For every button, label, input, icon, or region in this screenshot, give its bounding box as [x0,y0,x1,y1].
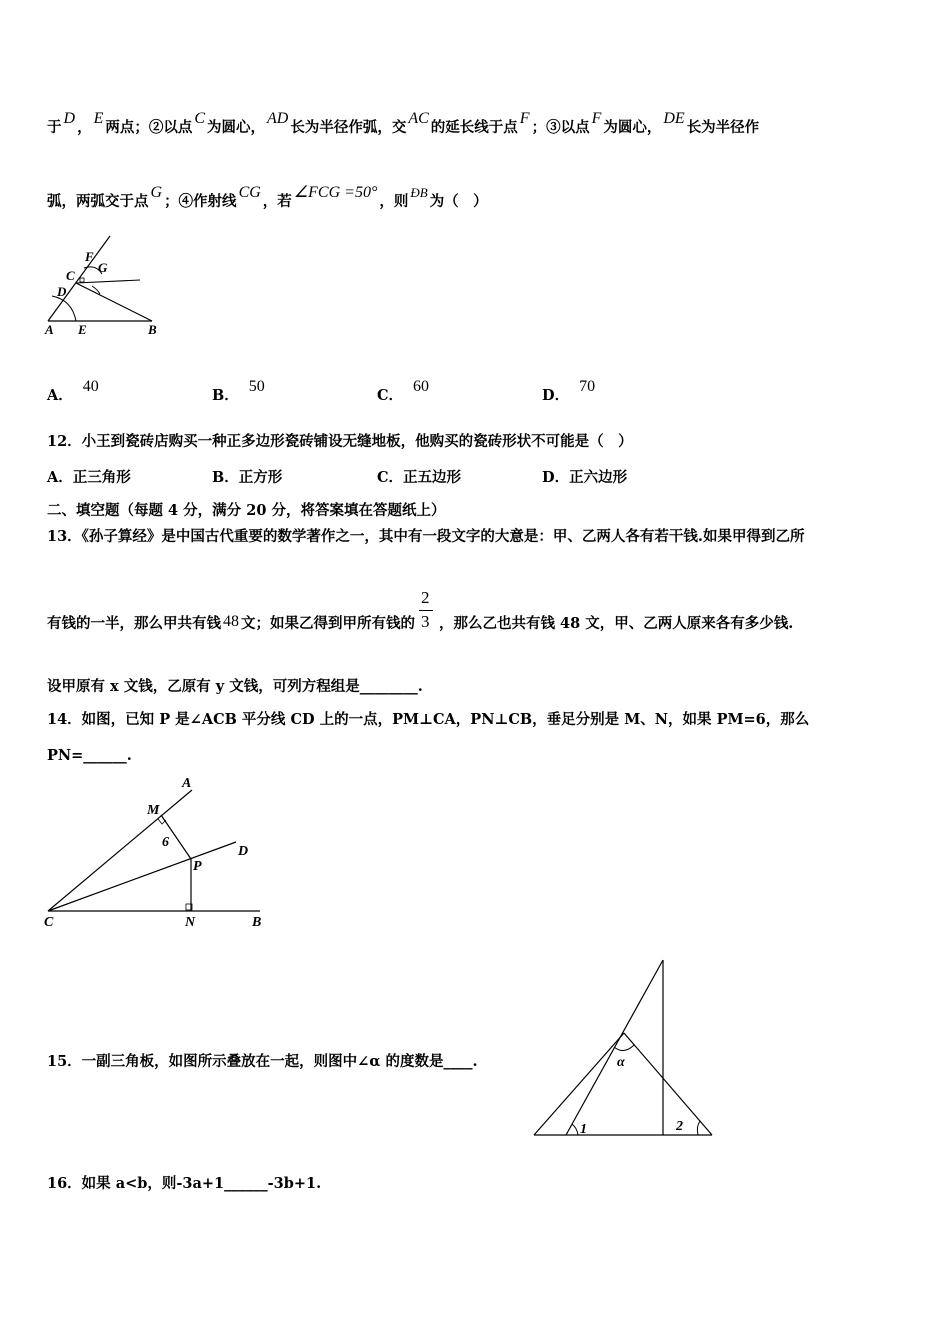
q14-figure [40,770,275,935]
q16-text: 16．如果 a<b，则-3a+1______-3b+1. [47,1175,322,1192]
q13-line1: 13．《孙子算经》是中国古代重要的数学著作之一，其中有一段文字的大意是：甲、乙两人各有若干钱.如果甲得到乙所 [47,528,805,545]
q11-option-d[interactable]: D．70 [542,378,596,404]
label-C: C [44,915,54,930]
q15-figure [528,955,718,1140]
label-G: G [98,260,108,275]
q15-text: 15．一副三角板，如图所示叠放在一起，则图中∠α 的度数是____. [47,1053,478,1070]
q12-option-b[interactable]: B．正方形 [212,469,283,486]
fraction-two-thirds: $\frac{2}{3}$ [417,614,437,634]
q12-option-a[interactable]: A．正三角形 [47,469,131,486]
label-C: C [66,268,75,283]
label-1: 1 [580,1122,587,1137]
q11-line1: 于D，E两点；②以点C为圆心，AD长为半径作弧，交AC的延长线于点F；③以点F为圆心，DE长为半径作 [47,110,760,136]
label-A: A [182,776,192,791]
q11-option-b[interactable]: B．50 [212,378,265,404]
q11-option-a[interactable]: A．40 [47,378,99,404]
q12-text: 12．小王到瓷砖店购买一种正多边形瓷砖铺设无缝地板，他购买的瓷砖形状不可能是（ ） [47,433,633,450]
label-N: N [185,915,196,930]
label-alpha: α [617,1055,625,1070]
q12-option-c[interactable]: C．正五边形 [377,469,462,486]
section-heading: 二、填空题（每题 4 分，满分 20 分，将答案填在答题纸上） [47,502,446,519]
label-D: D [57,284,67,299]
label-F: F [85,249,94,264]
q11-line2: 弧，两弧交于点G；④作射线CG，若∠FCG =50°，则ÐB为（ ） [47,184,488,210]
label-A: A [45,322,54,337]
q12-option-d[interactable]: D．正六边形 [542,469,628,486]
label-6: 6 [162,835,169,850]
label-D: D [238,844,249,859]
q11-option-c[interactable]: C．60 [377,378,430,404]
label-2: 2 [676,1119,683,1134]
label-P: P [193,859,202,874]
label-B: B [148,322,157,337]
label-B: B [252,915,262,930]
label-M: M [147,803,160,818]
q13-line2: 有钱的一半，那么甲共有钱 48 文；如果乙得到甲所有钱的 $\frac{2}{3}$ ，那么乙也共有钱 48 文，甲、乙两人原来各有多少钱. [47,588,794,632]
q14-line1: 14．如图，已知 P 是∠ACB 平分线 CD 上的一点，PM⊥CA，PN⊥CB，垂足分别是 M、N，如果 PM=6，那么 [47,711,810,728]
q11-figure [40,228,170,340]
q13-line3: 设甲原有 x 文钱，乙原有 y 文钱，可列方程组是________. [47,678,423,695]
q14-line2: PN=______. [47,747,132,764]
label-E: E [78,322,87,337]
